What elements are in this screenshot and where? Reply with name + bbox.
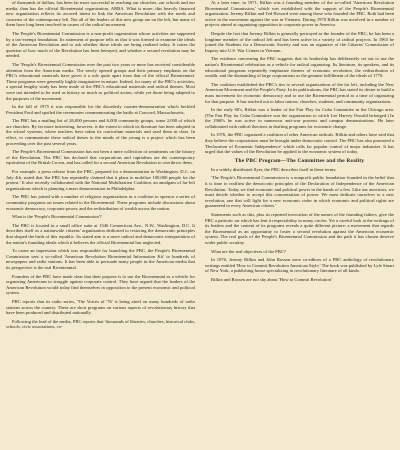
right-column: [205, 0, 394, 450]
paragraph: What are the real objectives of the PBC?: [211, 248, 286, 254]
paragraph: Founders of the PBC have made clear that their purpose is to use the Bicentennial as a vehicle for organizing Americans to struggle against corporate control. They have argued that the leaders of the American Revolution would today find themselves in opposition to the present economic and political system.: [6, 273, 195, 296]
paragraph: To cause an impression which was responsible for launching the PBC, the People's Bicentennial Commission sent a so-called 'American Revolution Bicentennial Information Kit' to hundreds of newspapers and radio stations. It has been able to persuade many people in the American media that its perspective is the real Bicentennial.: [6, 248, 195, 270]
paragraph: of thousands of dollars, has been far more successful in reaching our churches, our schools and our media, than has the official Bicentennial organization, ARBA. What is more, this heavily financed new organization reflects its avowed intent to link the American Revolution with the needs and concerns of the contemporary left. Not all of the leaders of this new group are on the left, but many of them have long been involved in causes of the radical movement.: [6, 0, 195, 28]
paragraph: Following the lead of the media, PBC reports that 'thousands of libraries, churches, historical clubs, schools, civic associations, co-: [6, 318, 195, 330]
paragraph: PBC reports that its radio series, 'The Voices of '76' is being aired on many hundreds of radio stations across the country. These are short programs on various aspects of revolutionary history that have been produced and distributed nationally.: [6, 298, 195, 316]
paragraph: The 'People's Bicentennial Commission over the past two years or more has received considerable attention from the American media. The newly opened groups and their primary emphasis on the PBC's educational materials have given it a role quite apart from that of the official Bicentennial. These programs were generally highly imaginative in nature. Indeed, for many of the PBC's activities, a special lengthy study has been made of the PBC's educational materials and radical themes. Most were not intended to be used as history so much as political action, while yet those being adapted to the purposes of the movement.: [6, 61, 195, 101]
paragraph: Statements such as this, plus its repeated invocation of the names of the founding fathers, give the PBC a patriotic air which has lent it respectability in many circles. Yet a careful look at the writings of its leaders and the content of its programs reveals a quite different picture: a movement that regards the Bicentennial as an opportunity to foster a second revolution against the American economic system. The real goals of the People's Bicentennial Commission and the path it has chosen deserve wider public scrutiny.: [205, 212, 394, 245]
left-column: [6, 0, 195, 450]
paragraph: The PBC has joined with a number of religious organizations in a coalition to sponsor a series of community programs on issues related to the Bicentennial. These programs include discussions about economic democracy, corporate power, and the redistribution of wealth across the nation.: [6, 194, 195, 211]
paragraph: Rifkin and Rossen are not shy about 'How to Commit Revolution': [211, 276, 332, 282]
paragraph: The coalition established the PBC's ties to several organizations of the far left, including the New American Movement and the People's Party. In its publications, the PBC has stated its desire to build a mass movement for economic democracy and to use the Bicentennial period as a time of organizing for that purpose. It has reached out to labor unions, churches, students, and community organizations.: [205, 81, 394, 104]
paragraph: In 1976, Jeremy Rifkin and John Rossen were co-editors of a PBC anthology of revolutionary writings entitled 'How to Commit Revolution American Style.' The book was published by Lyle Stuart of New York, a publishing house specializing in revolutionary literature of all kinds.: [205, 257, 394, 274]
paragraph: 'The People's Bicentennial Commission is a nonprofit public foundation founded in the belief that it is time to reaffirm the democratic principles of the Declaration of Independence of the American Revolution. Today we find economic and political power in the hands of a few. Like our ancestors, we must decide whether to accept this concentration of power. We must dedicate ourselves to a new revolution, one that will fight for a new economic order in which economic and political rights are guaranteed to every American citizen.': [205, 175, 394, 209]
paragraph: Despite the fact that Jeremy Rifkin is generally portrayed as the founder of the PBC, he has been a longtime member of the radical left and has been active in a variety of radical projects. In 1965 he joined the Students for a Democratic Society and was an organizer of the Citizens' Commission of Inquiry into U.S. War Crimes in Vietnam.: [205, 30, 394, 53]
paragraph: In the early 60's, Rifkin was a leader of the Fair Play for Cuba Committee in the Chicago area. (The Fair Play for Cuba Committee was the organization to which Lee Harvey Oswald belonged.) In the 1960's he was active in numerous anti-war protests and campus demonstrations. He later collaborated with radical theorists in drafting programs for economic change.: [205, 107, 394, 129]
paragraph: In a widely distributed flyer, the PBC describes itself in these terms:: [211, 166, 337, 172]
paragraph: At a later time, in 1971, Rifkin was a founding member of the so-called 'American Revolution Bicentennial Commission,' which was established with the support of the People's Bicentennial organization. Jeremy Rifkin and Ted Howard were among those who founded the PBC. Both had been active in the movement against the war in Vietnam. During 1970 Rifkin was involved in a number of projects aimed at organizing opposition to corporate power in America.: [205, 0, 394, 28]
paragraph: In the fall of 1975 it was responsible for the disorderly counter-demonstration which heckled President Ford and spoiled the ceremonies commemorating the battle at Concord, Massachusetts.: [6, 104, 195, 115]
paragraph: The evidence concerning the PBC suggests that its leadership has deliberately set out to use the nation's Bicentennial celebration as a vehicle for radical organizing. Its literature, its speakers, and its educational programs repeatedly emphasize themes of economic revolution, the redistribution of wealth, and the dismantling of large corporations as the genuine fulfillment of the ideals of 1776.: [205, 56, 394, 79]
paragraph: The People's Bicentennial Commission has not been a mere collection of sentiments on the history of the Revolution. The PBC has declared that corporations and capitalism are the contemporary equivalent of the British Crown, and has called for a second American Revolution to overthrow them.: [6, 149, 195, 166]
paragraph: The People's Bicentennial Commission is a non-profit organization whose activities are supported by a tax-exempt foundation. Its statement of purpose tells us that it was formed to examine the ideals of the American Revolution and to ask whether those ideals are being realized today. It raises the question of how much of the Revolution has been betrayed, and whether a second revolution may be needed.: [6, 30, 195, 59]
paragraph: The PBC has a mailing list of 26,000 persons and 6,000 community groups, some 2,000 of which are churches. By far more interesting, however, is the extent to which its literature has been adopted in the school systems, where teachers have taken its curriculum materials and used them in class. In effect, to communicate these radical theses to the minds of the young is a project which has been proceeding over the past several years.: [6, 118, 195, 146]
section-heading: The PBC Program—The Committee and the Reality: [234, 157, 365, 164]
paragraph: What is the 'People's Bicentennial Commission'?: [12, 214, 102, 220]
paragraph: The PBC is located in a small office suite at 1346 Connecticut Ave., N.W., Washington, D.C. It describes itself as a nationwide citizens' organization dedicated to restoring the democratic principles that shaped the birth of this republic. Its stated aim is a more radical and democratic interpretation of the nation's founding ideals which it believes the official Bicentennial has neglected.: [6, 222, 195, 245]
paragraph: In 1976, the PBC organized a coalition of other American radicals. Rifkin and others have said that they believe the corporations must be brought under democratic control. The PBC has also promoted a 'Declaration of Economic Independence' which calls for popular control of major industries. It has urged that the values of the Revolution be applied to the economic system of today.: [205, 132, 394, 155]
paragraph: For example, a press release from the PBC, prepared for a demonstration in Washington, D.C. on July 4th, stated that 'the PBC has repeatedly claimed that it plans to mobilize 100,000 people for the protest.' It also recently collaborated with the National Mobilization Coalition, an amalgam of far-left organizations which is planning a mass demonstration in Philadelphia.: [6, 169, 195, 191]
two-column-layout: [6, 0, 394, 450]
